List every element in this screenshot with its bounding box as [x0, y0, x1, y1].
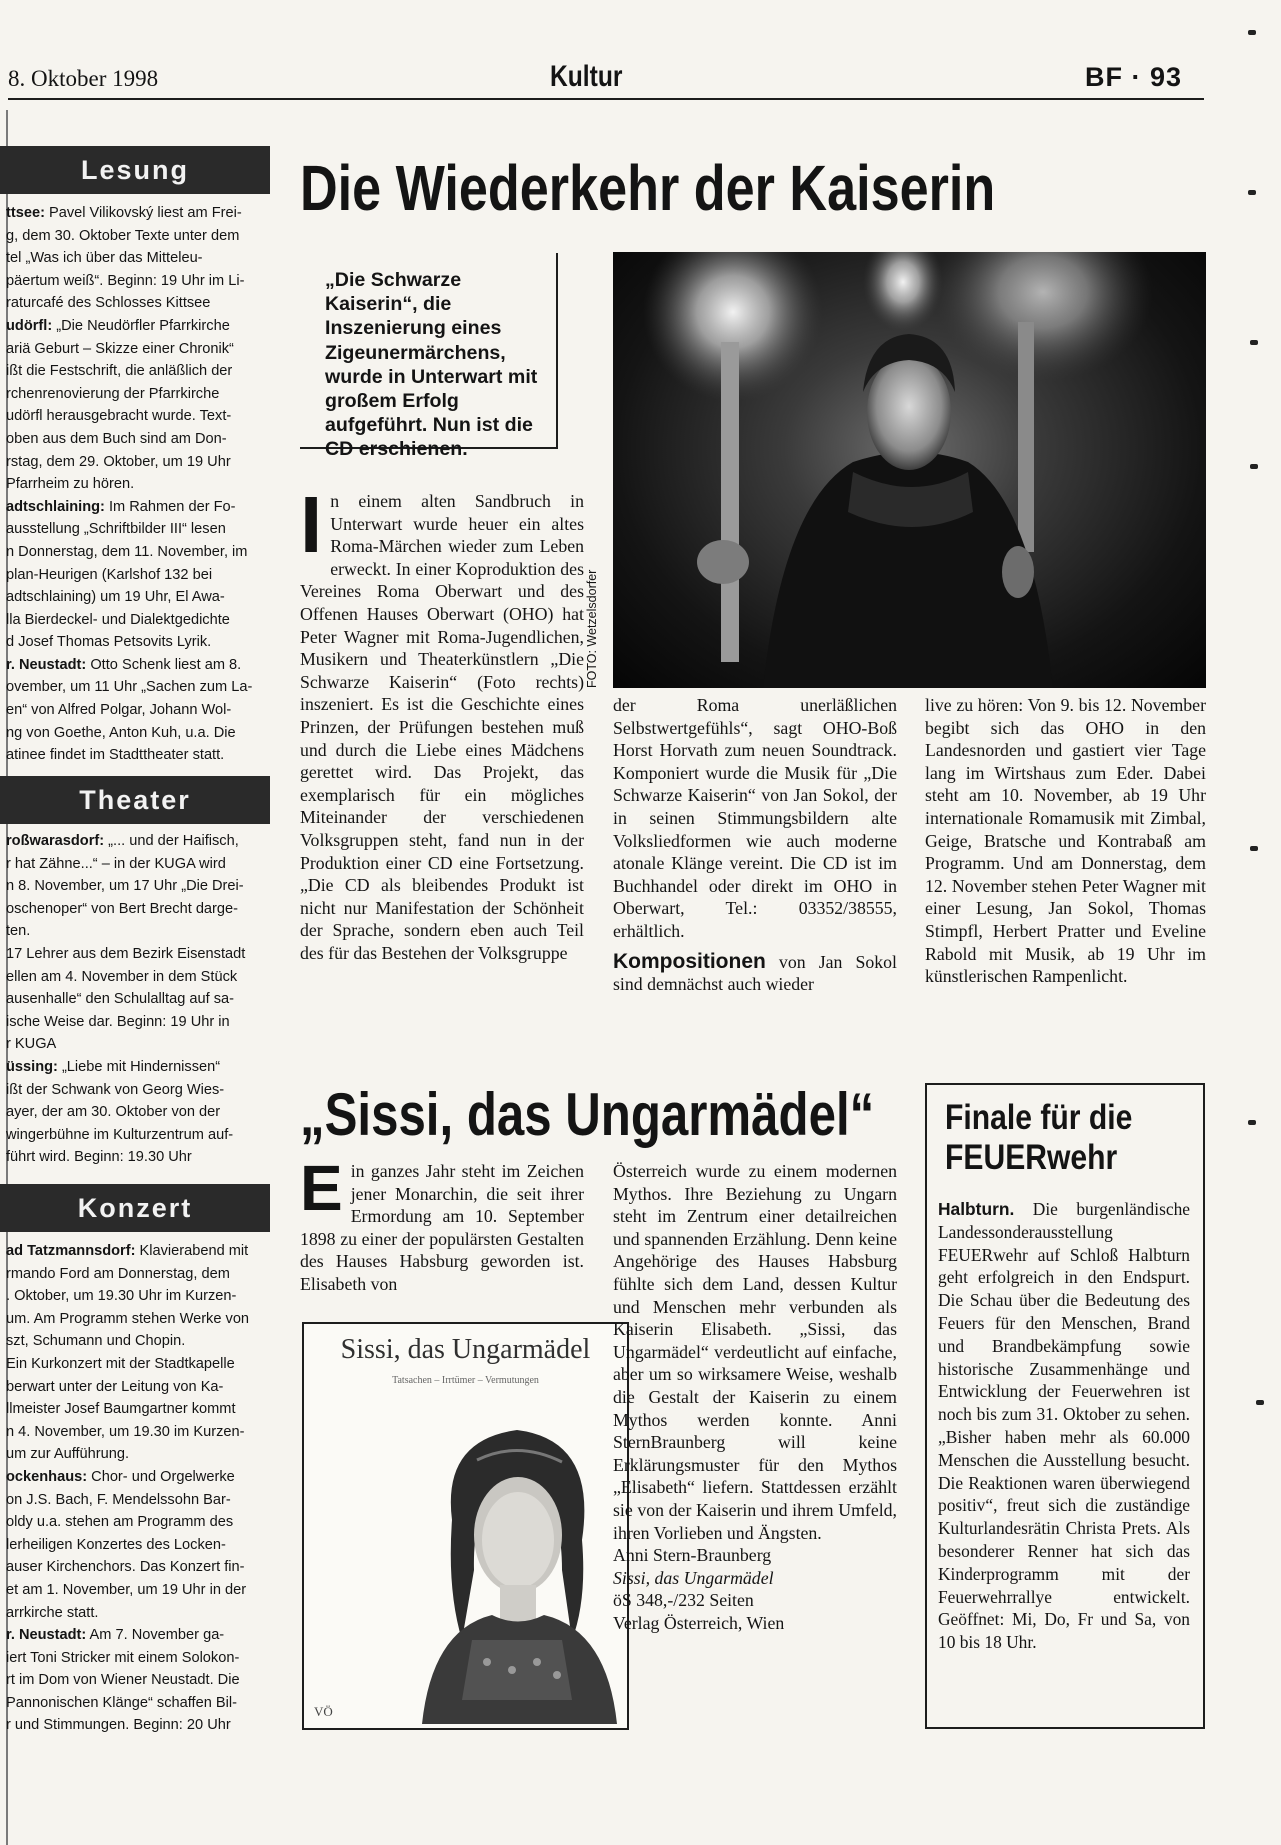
feuerwehr-title-line-2: FEUERwehr [945, 1138, 1118, 1177]
article1-column-1 [300, 480, 584, 964]
sidebar-line: r. Neustadt: Am 7. November ga- [6, 1627, 225, 1644]
sidebar-line: wingerbühne im Kulturzentrum auf- [6, 1126, 234, 1143]
sidebar-line: ockenhaus: Chor- und Orgelwerke [6, 1468, 235, 1485]
sidebar-line: rchenrenovierung der Pfarrkirche [6, 385, 220, 402]
sidebar-line: päertum weiß“. Beginn: 19 Uhr im Li- [6, 272, 245, 289]
photo-credit: FOTO: Wetzelsdorfer [585, 569, 599, 688]
book-credit-publisher: Verlag Österreich, Wien [613, 1612, 785, 1633]
sidebar-line: llmeister Josef Baumgartner kommt [6, 1401, 236, 1418]
sidebar-line: üssing: „Liebe mit Hindernissen“ [6, 1058, 221, 1075]
article2-column-2-text: Österreich wurde zu einem modernen Mythos. Ihre Beziehung zu Ungarn steht im Zentrum einer detailreichen und spannenden Erzählung. Denn keine Angehörige des Hauses Habsburg fühlte sich dem Land, dessen Kultur und Menschen mehr verbunden als Kaiserin Elisabeth. „Sissi, das Ungarmädel“ verdeutlicht auf einfache, aber um so wirksamere Weise, weshalb die Gestalt der Kaiserin zu einem Mythos werden konnte. Anni SternBraunberg will keine Erklärungsmuster für den Mythos „Elisabeth“ liefern. Stattdessen erzählt sie von der Kaiserin und ihrem Umfeld, ihren Vorlieben und Ängsten. [613, 1161, 897, 1543]
book-credit-author: Anni Stern-Braunberg [613, 1545, 772, 1566]
article1-column-2-text: der Roma unerläßlichen Selbstwertgefühls“, sagt OHO-Boß Horst Horvath zum neuen Soundtrack. Komponiert wurde die Musik für „Die Schwarze Kaiserin“ von Jan Sokol, der in seinen Stimmungsbildern alte Volksliedformen wie auch moderne atonale Klänge vereint. Die CD ist im Buchhandel oder direkt im OHO in Oberwart, Tel.: 03352/38555, erhältlich. [613, 695, 897, 941]
sidebar-line: raturcafé des Schlosses Kittsee [6, 295, 211, 312]
page-number: BF · 93 [1085, 62, 1183, 92]
sidebar-location: roßwarasdorf: [6, 833, 105, 849]
sidebar-line: ng von Goethe, Anton Kuh, u.a. Die [6, 724, 236, 741]
page-date: 8. Oktober 1998 [8, 66, 159, 91]
book-credit-title: Sissi, das Ungarmädel [613, 1567, 774, 1588]
sidebar-line: ayer, der am 30. Oktober von der [6, 1104, 221, 1121]
sidebar-line: g, dem 30. Oktober Texte unter dem [6, 227, 240, 244]
dropcap-i: I [300, 480, 323, 569]
sidebar-line: n Donnerstag, dem 11. November, im [6, 543, 248, 560]
sidebar-line: ausstellung „Schriftbilder III“ lesen [6, 521, 226, 538]
article2-column-2 [613, 1160, 897, 1634]
theater-text [6, 830, 270, 1169]
scan-mark [1248, 1120, 1256, 1125]
sidebar-line: en“ von Alfred Polgar, Johann Wol- [6, 702, 232, 719]
feuerwehr-lead: Halbturn. [938, 1199, 1015, 1219]
article-title-feuerwehr [945, 1098, 1169, 1178]
book-cover [302, 1322, 629, 1730]
kompositionen-text: von Jan Sokol sind demnächst auch wieder [613, 951, 897, 995]
sidebar-location: ad Tatzmannsdorf: [6, 1243, 136, 1259]
sidebar-line: ißt der Schwank von Georg Wies- [6, 1081, 225, 1098]
sidebar-line: et am 1. November, um 19 Uhr in der [6, 1581, 247, 1598]
portrait-illustration [412, 1400, 622, 1724]
sidebar-line: ische Weise dar. Beginn: 19 Uhr in [6, 1013, 230, 1030]
dropcap-e: E [300, 1152, 343, 1224]
sidebar-line: tel „Was ich über das Mitteleu- [6, 250, 203, 267]
sidebar-line: ad Tatzmannsdorf: Klavierabend mit [6, 1243, 249, 1259]
sidebar-line: Ein Kurkonzert mit der Stadtkapelle [6, 1355, 235, 1372]
theater-photo [613, 252, 1206, 688]
feuerwehr-body: Die burgenländische Landessonderausstellung FEUERwehr auf Schloß Halbturn geht erfolgreich in den Endspurt. Die Schau über die Bedeutung des Feuers für den Menschen, Brand und Brandbekämpfung sowie historische Zusammenhänge und Entwicklung der Feuerwehren ist noch bis zum 31. Oktober zu sehen. „Bisher haben mehr als 60.000 Menschen die Ausstellung besucht. Die Reaktionen waren überwiegend positiv“, freut sich die zuständige Kulturlandesrätin Christa Prets. Als besonderer Renner hat sich das Kinderprogramm mit der Feuerwehrrallye entwickelt. Geöffnet: Mi, Do, Fr und Sa, von 10 bis 18 Uhr. [938, 1199, 1190, 1653]
scan-mark [1250, 846, 1258, 851]
sidebar-line: berwart unter der Leitung von Ka- [6, 1378, 224, 1395]
sidebar-line: oben aus dem Buch sind am Don- [6, 430, 227, 447]
sidebar-location: ockenhaus: [6, 1468, 88, 1485]
sidebar-line: r KUGA [6, 1036, 57, 1053]
sidebar-line: ariä Geburt – Skizze einer Chronik“ [6, 340, 234, 357]
article2-column-1 [300, 1152, 584, 1296]
article-title-sissi: „Sissi, das Ungarmädel“ [300, 1081, 875, 1148]
sidebar-line: arrkirche statt. [6, 1604, 99, 1621]
konzert-text [6, 1240, 270, 1737]
sidebar-line: auser Kirchenchors. Das Konzert fin- [6, 1559, 245, 1576]
sidebar-line: udörfl herausgebracht wurde. Text- [6, 408, 232, 425]
sidebar-line: ttsee: Pavel Vilikovský liest am Frei- [6, 205, 242, 221]
article1-column-3-text: live zu hören: Von 9. bis 12. November begibt sich das OHO in den Landesnorden und gastiert vier Tage lang im Wirtshaus zum Eder. Dabei steht am 10. November, ab 19 Uhr internationale Romamusik mit Zimbal, Geige, Bratsche und Kontrabaß am Programm. Und am Donnerstag, dem 12. November stehen Peter Wagner mit einer Lesung, Jan Sokol, Thomas Stimpfl, Herbert Pratter und Eveline Rabold mit Musik, ab 19 Uhr im künstlerischen Rampenlicht. [925, 695, 1206, 987]
sidebar-line: . Oktober, um 19.30 Uhr im Kurzen- [6, 1288, 237, 1305]
sidebar-location: adtschlaining: [6, 498, 105, 515]
book-title: Sissi, das Ungarmädel [340, 1334, 591, 1365]
sidebar-location: udörfl: [6, 317, 53, 334]
sidebar-line: adtschlaining) um 19 Uhr, El Awa- [6, 589, 225, 606]
sidebar-line: rmando Ford am Donnerstag, dem [6, 1265, 230, 1282]
sidebar-line: ten. [6, 923, 31, 940]
book-signature: VÖ [314, 1704, 333, 1719]
sidebar-line: rstag, dem 29. Oktober, um 19 Uhr [6, 453, 231, 470]
sidebar-line: Pfarrheim zu hören. [6, 476, 135, 493]
theater-heading: Theater [0, 776, 270, 824]
sidebar-line: rt im Dom von Wiener Neustadt. Die [6, 1672, 240, 1689]
sidebar-line: atinee findet im Stadttheater statt. [6, 747, 225, 764]
sidebar-line: ellen am 4. November in dem Stück [6, 968, 238, 985]
article-title-kaiserin: Die Wiederkehr der Kaiserin [300, 152, 996, 224]
sidebar-line: plan-Heurigen (Karlshof 132 bei [6, 566, 213, 583]
article2-column-1-text: in ganzes Jahr steht im Zeichen jener Monarchin, die seit ihrer Ermordung am 10. September 1898 zu einer der populärsten Gestalten des Hauses Habsburg geworden ist. Elisabeth von [300, 1161, 584, 1294]
section-title: Kultur [550, 60, 623, 93]
book-subtitle: Tatsachen – Irrtümer – Vermutungen [392, 1375, 539, 1386]
sidebar-line: ausenhalle“ den Schulalltag auf sa- [6, 991, 234, 1008]
sidebar-line: ovember, um 11 Uhr „Sachen zum La- [6, 679, 253, 696]
sidebar-line: 17 Lehrer aus dem Bezirk Eisenstadt [6, 945, 246, 962]
sidebar-location: üssing: [6, 1058, 58, 1075]
scan-mark [1250, 340, 1258, 345]
sidebar-line: r. Neustadt: Otto Schenk liest am 8. [6, 656, 242, 673]
sidebar-line: iert Toni Stricker mit einem Solokon- [6, 1649, 240, 1666]
sidebar-line: um. Am Programm stehen Werke von [6, 1310, 250, 1327]
sidebar-line: Pannonischen Klänge“ schaffen Bil- [6, 1694, 237, 1711]
sidebar-line: n 4. November, um 19.30 im Kurzen- [6, 1423, 245, 1440]
article1-column-1-text: n einem alten Sandbruch in Unterwart wurde heuer ein altes Roma-Märchen wieder zum Leben erweckt. In einer Koproduktion des Vereines Roma Oberwart und des Offenen Hauses Oberwart (OHO) hat Peter Wagner mit Roma-Jugendlichen, Musikern und Theaterkünstlern „Die Schwarze Kaiserin“ (Foto rechts) inszeniert. Es ist die Geschichte eines Prinzen, der Prüfungen bestehen muß und durch die Liebe eines Mädchens gerettet wird. Das Projekt, das exemplarisch für ein mögliches Miteinander der verschiedenen Volksgruppen steht, fand nun in der Produktion einer CD eine Fortsetzung. „Die CD als bleibendes Produkt ist nicht nur Manifestation der Schönheit der Sprache, sondern eben auch Teil des für das Bestehen der Volksgruppe [300, 491, 584, 963]
sidebar-line: r und Stimmungen. Beginn: 20 Uhr [6, 1717, 231, 1734]
sidebar-line: lerheiligen Konzertes des Locken- [6, 1536, 226, 1553]
sidebar-line: oldy u.a. stehen am Programm des [6, 1514, 234, 1531]
sidebar-line: ißt die Festschrift, die anläßlich der [6, 363, 233, 380]
kompositionen-paragraph [613, 951, 897, 996]
konzert-heading: Konzert [0, 1184, 270, 1232]
sidebar-line: führt wird. Beginn: 19.30 Uhr [6, 1149, 192, 1166]
article-teaser: „Die Schwarze Kaiserin“, die Inszenierung eines Zigeunermärchens, wurde in Unterwart mit großem Erfolg aufgeführt. Nun ist die CD erschienen. [325, 269, 538, 461]
lesung-heading: Lesung [0, 146, 270, 194]
sidebar-line: um zur Aufführung. [6, 1446, 130, 1463]
kompositionen-subhead: Kompositionen [613, 949, 766, 973]
sidebar-line: szt, Schumann und Chopin. [6, 1333, 186, 1350]
sidebar-line: d Josef Thomas Petsovits Lyrik. [6, 634, 212, 651]
article1-column-3 [925, 694, 1206, 988]
sidebar-line: r hat Zähne...“ – in der KUGA wird [6, 855, 226, 872]
scan-mark [1256, 1400, 1264, 1405]
sidebar-line: roßwarasdorf: „... und der Haifisch, [6, 833, 239, 849]
article1-column-2 [613, 694, 897, 996]
sidebar-line: oschenoper“ von Bert Brecht darge- [6, 900, 239, 917]
feuerwehr-title-line-1: Finale für die [945, 1098, 1133, 1137]
scan-mark [1248, 30, 1256, 35]
sidebar-location: r. Neustadt: [6, 656, 87, 673]
scan-mark [1250, 464, 1258, 469]
sidebar-location: r. Neustadt: [6, 1627, 87, 1644]
sidebar-line: on J.S. Bach, F. Mendelssohn Bar- [6, 1491, 231, 1508]
scan-mark [1248, 190, 1256, 195]
sidebar-line: udörfl: „Die Neudörfler Pfarrkirche [6, 317, 230, 334]
book-credit-price: öS 348,-/232 Seiten [613, 1590, 754, 1611]
sidebar-line: n 8. November, um 17 Uhr „Die Drei- [6, 878, 244, 895]
sidebar-line: lla Bierdeckel- und Dialektgedichte [6, 611, 230, 628]
photo-illustration [613, 252, 1206, 688]
sidebar-location: ttsee: [6, 205, 45, 221]
header-rule [8, 98, 1204, 100]
feuerwehr-text [938, 1198, 1190, 1654]
sidebar-line: adtschlaining: Im Rahmen der Fo- [6, 498, 236, 515]
lesung-text [6, 202, 270, 767]
